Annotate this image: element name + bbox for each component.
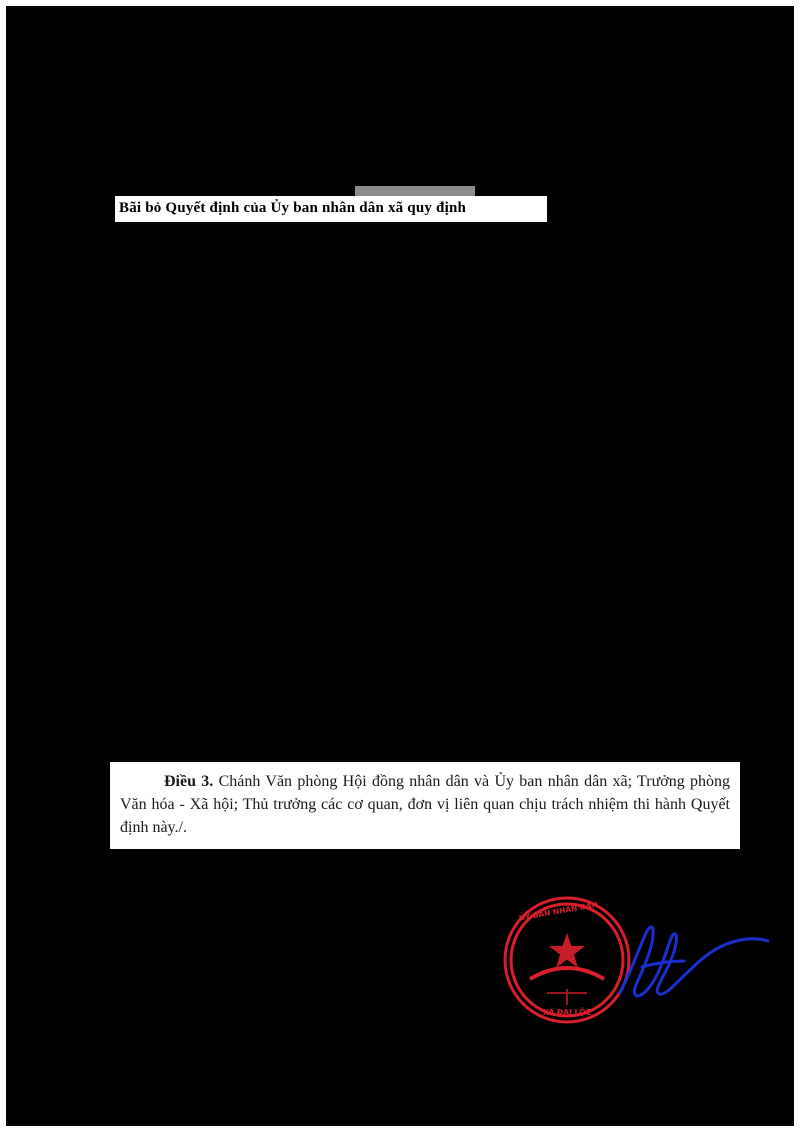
svg-text:ỦY BAN NHÂN DÂN: ỦY BAN NHÂN DÂN: [518, 899, 599, 923]
page-edge-top: [0, 0, 800, 6]
signature-icon: [612, 915, 772, 1010]
page-edge-left: [0, 0, 6, 1132]
article-3-block: [110, 762, 740, 849]
heading-text: Bãi bỏ Quyết định của Ủy ban nhân dân xã quy định: [119, 200, 467, 216]
cropped-line-above-heading: [355, 186, 475, 196]
article-body: Chánh Văn phòng Hội đồng nhân dân và Ủy ban nhân dân xã; Trưởng phòng Văn hóa - Xã hội; Thủ trưởng các cơ quan, đơn vị liên quan chịu trách nhiệm thi hành Quyết định này./.: [120, 773, 731, 836]
page-edge-bottom: [0, 1126, 800, 1132]
article-3-paragraph: [120, 770, 730, 839]
svg-text:XÃ ĐẠI LỘC: XÃ ĐẠI LỘC: [542, 1008, 592, 1017]
document-heading: [115, 196, 547, 222]
article-label: Điều 3.: [164, 773, 214, 790]
page-edge-right: [794, 0, 800, 1132]
